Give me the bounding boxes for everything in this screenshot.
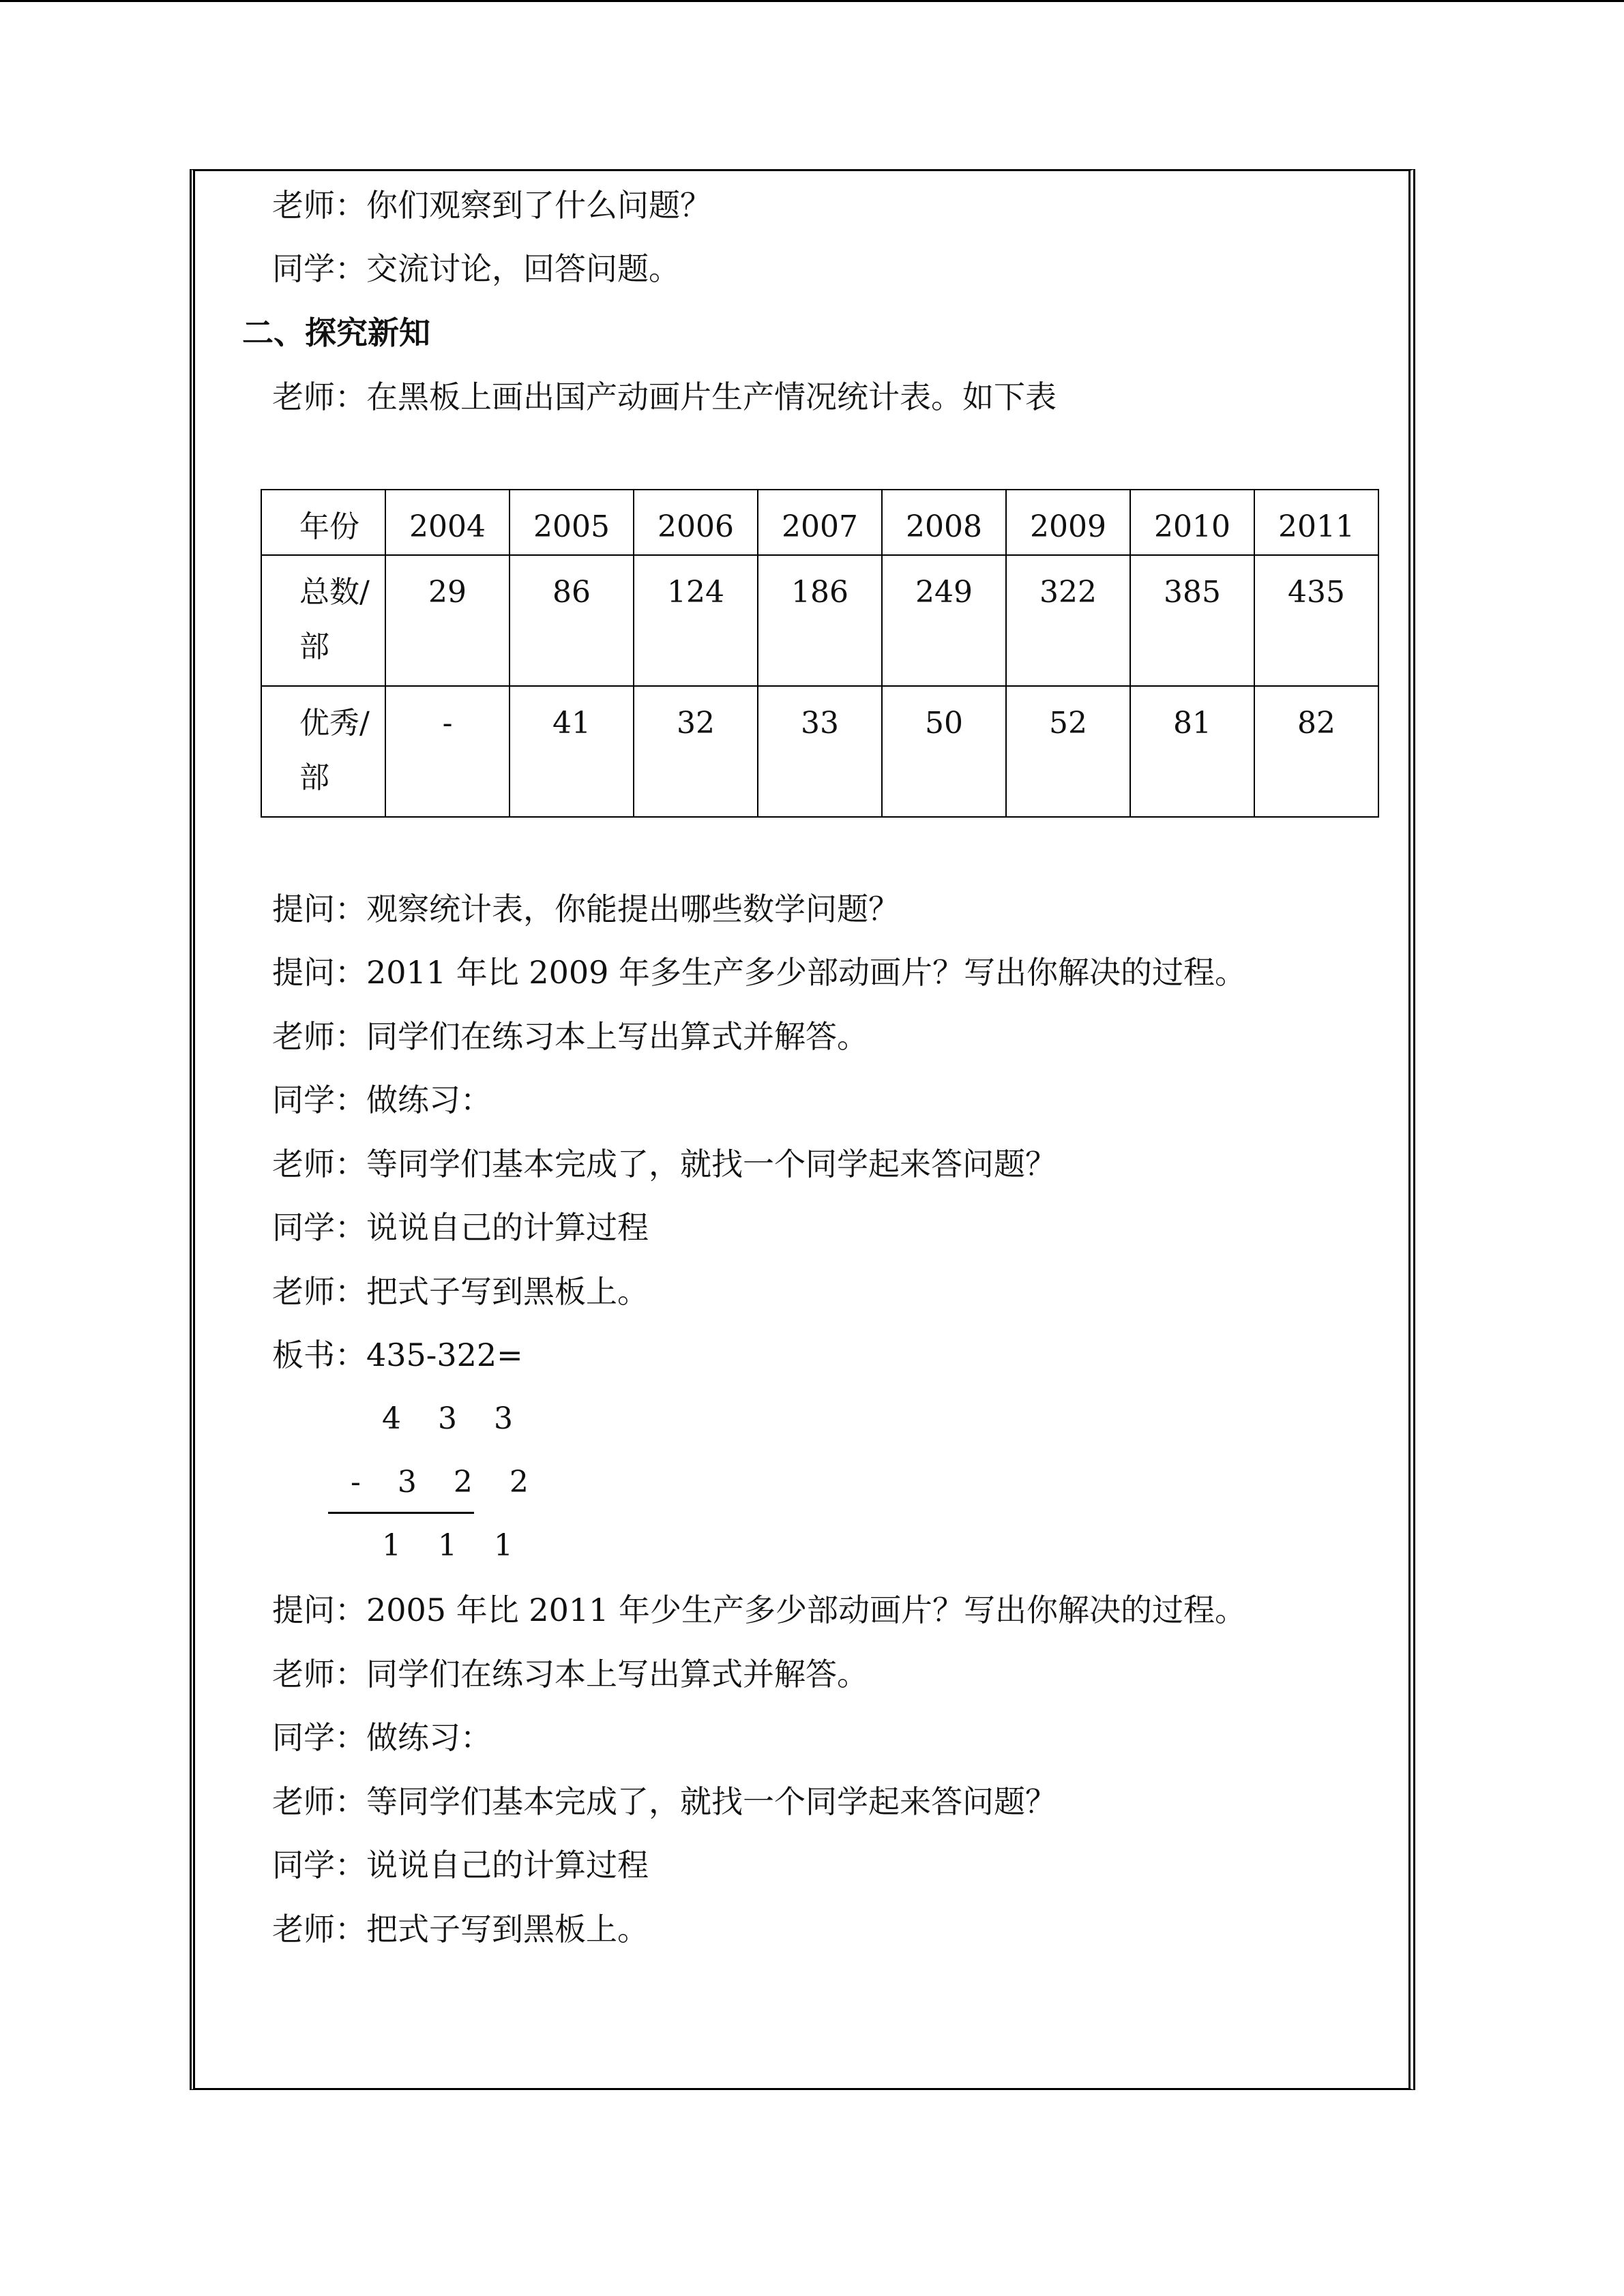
- table-year-cell: 2010: [1130, 490, 1254, 555]
- dialogue-line: 老师：同学们在练习本上写出算式并解答。: [272, 1656, 868, 1693]
- table-year-cell: 2008: [882, 490, 1006, 555]
- table-cell: 435: [1254, 555, 1378, 686]
- section-heading: 二、探究新知: [242, 314, 430, 351]
- dialogue-line: 老师：把式子写到黑板上。: [272, 1273, 649, 1310]
- dialogue-line: 提问：观察统计表，你能提出哪些数学问题？: [272, 891, 900, 927]
- animation-stats-table: [261, 489, 1379, 818]
- dialogue-line: 同学：做练习：: [272, 1719, 492, 1756]
- table-cell: 249: [882, 555, 1006, 686]
- table-year-cell: 2004: [385, 490, 510, 555]
- table-cell: 186: [758, 555, 882, 686]
- dialogue-line: 提问：2005 年比 2011 年少生产多少部动画片？写出你解决的过程。: [272, 1592, 1246, 1628]
- table-cell: 29: [385, 555, 510, 686]
- dialogue-line: 老师：同学们在练习本上写出算式并解答。: [272, 1018, 868, 1055]
- calc-minuend: 4 3 3: [382, 1401, 527, 1436]
- table-cell: 322: [1006, 555, 1130, 686]
- table-year-cell: 2007: [758, 490, 882, 555]
- dialogue-line: 老师：把式子写到黑板上。: [272, 1911, 649, 1948]
- table-year-cell: 2011: [1254, 490, 1378, 555]
- table-cell: 32: [634, 686, 758, 817]
- dialogue-line: 提问：2011 年比 2009 年多生产多少部动画片？写出你解决的过程。: [272, 954, 1246, 991]
- table-cell: 385: [1130, 555, 1254, 686]
- dialogue-line: 同学：说说自己的计算过程: [272, 1847, 649, 1883]
- table-row-label: 总数/部: [261, 555, 385, 686]
- table-cell: 124: [634, 555, 758, 686]
- table-year-cell: 2005: [510, 490, 634, 555]
- calc-result: 1 1 1: [382, 1528, 527, 1563]
- table-year-cell: 2006: [634, 490, 758, 555]
- dialogue-line: 老师：在黑板上画出国产动画片生产情况统计表。如下表: [272, 378, 1057, 415]
- dialogue-line: 同学：做练习：: [272, 1082, 492, 1118]
- table-cell: 50: [882, 686, 1006, 817]
- table-row-total: [261, 555, 1378, 686]
- dialogue-line: 同学：说说自己的计算过程: [272, 1209, 649, 1246]
- lesson-frame: [190, 169, 1415, 2090]
- table-row-label: 优秀/部: [261, 686, 385, 817]
- table-header-cell: 年份: [261, 490, 385, 555]
- table-cell: -: [385, 686, 510, 817]
- page-top-rule: [0, 0, 1624, 2]
- table-cell: 86: [510, 555, 634, 686]
- blackboard-line: 板书：435-322=: [272, 1337, 523, 1373]
- table-cell: 52: [1006, 686, 1130, 817]
- calc-subtrahend: - 3 2 2: [351, 1465, 542, 1500]
- table-cell: 82: [1254, 686, 1378, 817]
- dialogue-line: 同学：交流讨论，回答问题。: [272, 250, 680, 287]
- dialogue-line: 老师：你们观察到了什么问题？: [272, 187, 711, 224]
- dialogue-line: 老师：等同学们基本完成了，就找一个同学起来答问题？: [272, 1146, 1057, 1182]
- table-cell: 33: [758, 686, 882, 817]
- calc-divider-line: [328, 1512, 474, 1514]
- table-cell: 41: [510, 686, 634, 817]
- table-header-row: [261, 490, 1378, 555]
- table-cell: 81: [1130, 686, 1254, 817]
- dialogue-line: 老师：等同学们基本完成了，就找一个同学起来答问题？: [272, 1783, 1057, 1820]
- table-row-excellent: [261, 686, 1378, 817]
- table-year-cell: 2009: [1006, 490, 1130, 555]
